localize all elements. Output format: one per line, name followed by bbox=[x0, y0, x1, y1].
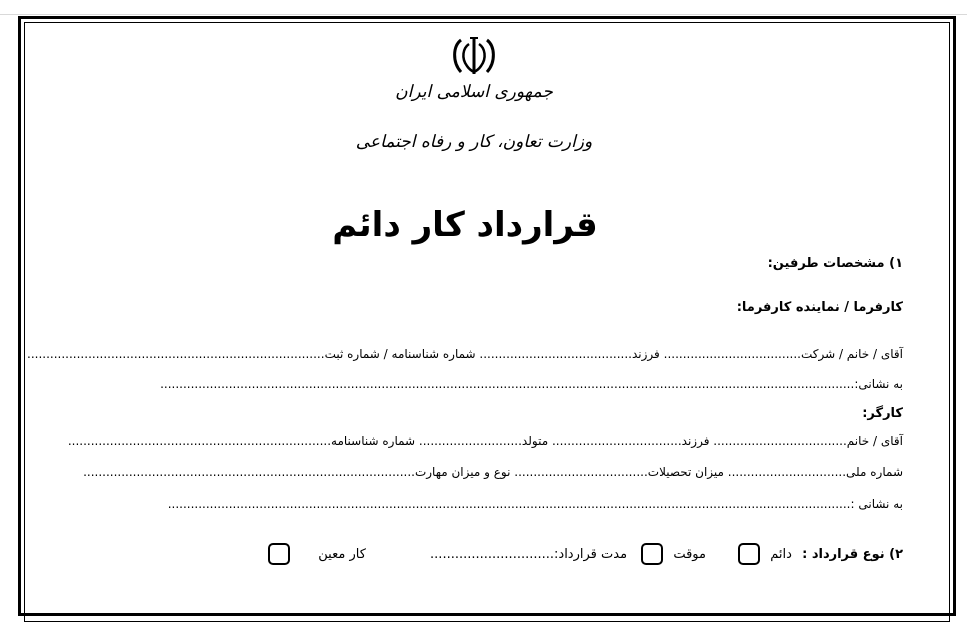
worker-id-label: شماره شناسنامه bbox=[331, 434, 416, 448]
worker-name-label: آقای / خانم bbox=[846, 434, 903, 448]
republic-name: جمهوری اسلامی ایران bbox=[395, 82, 553, 102]
worker-row-2 bbox=[83, 465, 903, 479]
employer-child-label: فرزند bbox=[632, 347, 660, 361]
worker-child-label: فرزند bbox=[681, 434, 710, 448]
iran-emblem-icon bbox=[447, 34, 501, 78]
worker-national-id-label: شماره ملی bbox=[846, 465, 903, 479]
worker-education-field[interactable]: ................................... bbox=[514, 465, 648, 479]
ministry-name: وزارت تعاون، کار و رفاه اجتماعی bbox=[355, 132, 593, 152]
specific-work-checkbox[interactable] bbox=[268, 543, 290, 565]
employer-name-label: آقای / خانم / شرکت bbox=[800, 347, 903, 361]
worker-id-field[interactable]: ..................................................................... bbox=[67, 434, 332, 448]
worker-education-label: میزان تحصیلات bbox=[647, 465, 724, 479]
worker-born-label: متولد bbox=[521, 434, 549, 448]
worker-address-row bbox=[168, 497, 903, 511]
specific-work-label: کار معین bbox=[318, 546, 366, 562]
duration-label: مدت قرارداد: bbox=[554, 546, 628, 562]
temporary-label: موقت bbox=[673, 546, 706, 562]
employer-address-row bbox=[160, 377, 903, 391]
section1-heading: ۱) مشخصات طرفین: bbox=[767, 256, 903, 271]
worker-child-field[interactable]: .................................. bbox=[551, 434, 682, 448]
worker-skill-field[interactable]: ....................................................................................... bbox=[83, 465, 415, 479]
employer-id-label: شماره شناسنامه / شماره ثبت bbox=[324, 347, 476, 361]
worker-heading: کارگر: bbox=[862, 406, 903, 421]
worker-address-label: به نشانی : bbox=[850, 497, 903, 511]
contract-type-row bbox=[262, 543, 903, 565]
worker-address-field[interactable]: ................................................................................................................................................................................... bbox=[167, 497, 851, 511]
employer-heading: کارفرما / نماینده کارفرما: bbox=[736, 300, 903, 315]
employer-address-label: به نشانی: bbox=[854, 377, 903, 391]
employer-name-field[interactable]: .................................... bbox=[663, 347, 801, 361]
employer-row-1 bbox=[27, 347, 903, 361]
worker-skill-label: نوع و میزان مهارت bbox=[414, 465, 511, 479]
permanent-label: دائم bbox=[770, 546, 792, 562]
duration-field[interactable]: .............................. bbox=[430, 546, 555, 562]
document-title: قرارداد کار دائم bbox=[332, 205, 598, 245]
employer-address-field[interactable]: ...................................................................................................................................................................................... bbox=[160, 377, 855, 391]
browser-top-edge bbox=[0, 0, 967, 15]
permanent-checkbox[interactable] bbox=[738, 543, 760, 565]
worker-national-id-field[interactable]: ............................... bbox=[727, 465, 847, 479]
worker-row-1 bbox=[68, 434, 903, 448]
worker-born-field[interactable]: ........................... bbox=[418, 434, 522, 448]
temporary-checkbox[interactable] bbox=[641, 543, 663, 565]
worker-name-field[interactable]: ................................... bbox=[713, 434, 847, 448]
section2-heading: ۲) نوع قرارداد : bbox=[802, 546, 903, 562]
employer-id-field[interactable]: .............................................................................. bbox=[27, 347, 325, 361]
document-inner-border bbox=[24, 22, 950, 622]
employer-child-field[interactable]: ........................................ bbox=[479, 347, 632, 361]
